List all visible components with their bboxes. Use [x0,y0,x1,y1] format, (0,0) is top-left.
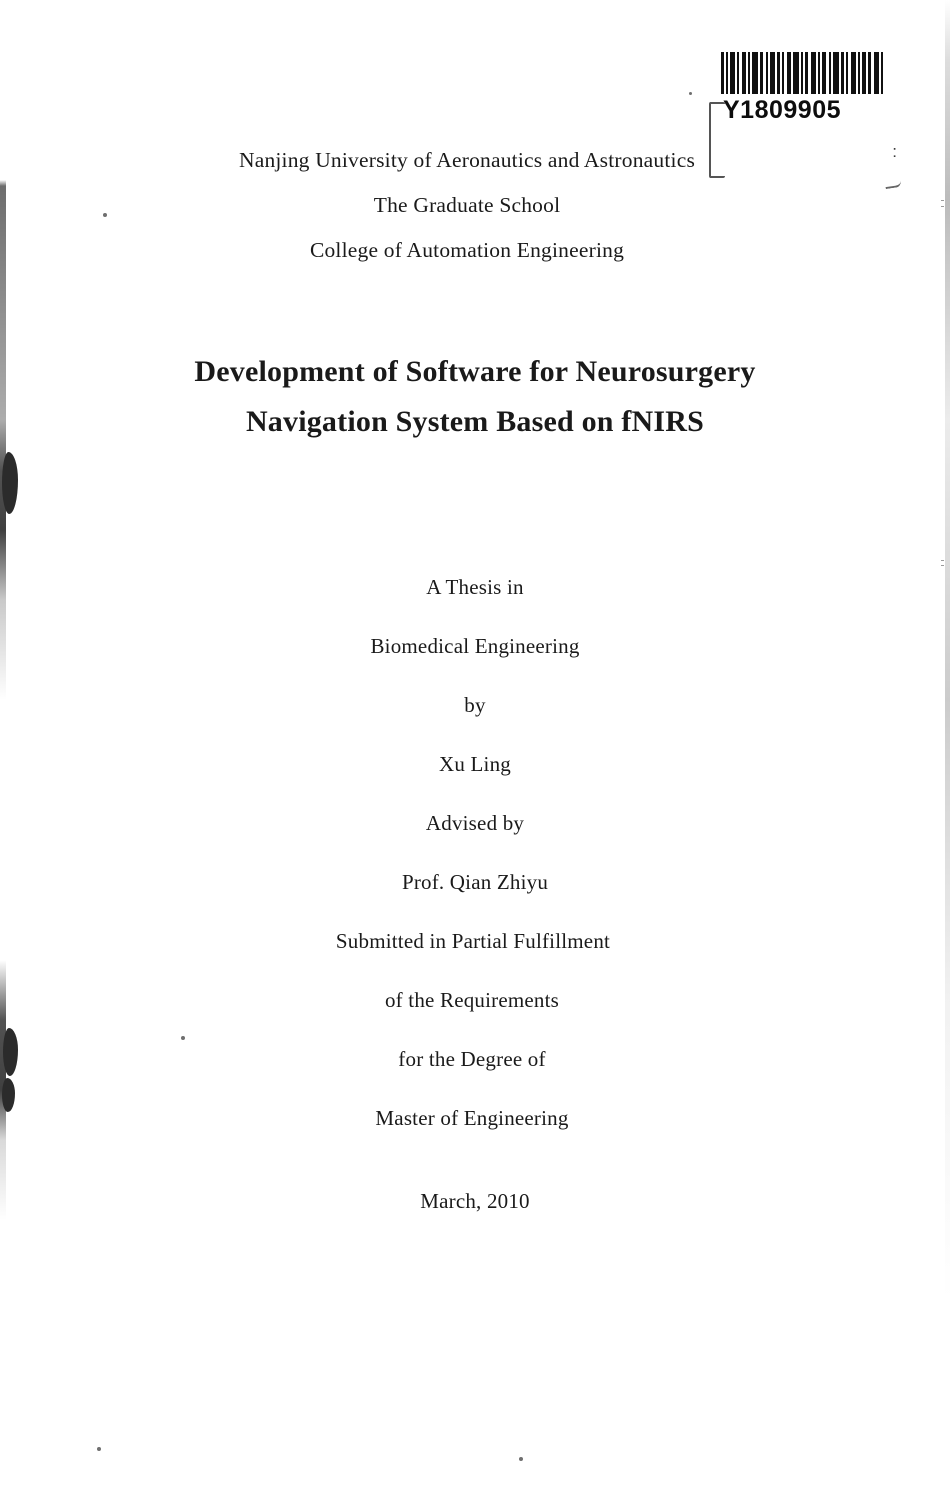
affiliation-school: The Graduate School [373,193,561,217]
scan-speck [519,1457,523,1461]
affiliation-block [0,138,950,273]
advisor-name: Prof. Qian Zhiyu [401,870,549,894]
advised-by-label: Advised by [425,811,525,835]
page-title-line-1: Development of Software for Neurosurgery [194,355,756,388]
barcode-block [707,52,897,161]
barcode-icon [721,52,897,94]
author-name: Xu Ling [439,752,511,776]
scan-speck [97,1447,101,1451]
degree-name: Master of Engineering [375,1106,569,1130]
thesis-type-label: A Thesis in [426,575,524,599]
publication-date: March, 2010 [420,1189,530,1213]
scan-speck [689,92,692,95]
barcode-number: Y1809905 [723,96,842,124]
affiliation-college: College of Automation Engineering [309,238,625,262]
thesis-field: Biomedical Engineering [370,634,580,658]
page-title [0,347,950,447]
submission-statement-line-3: for the Degree of [398,1047,546,1071]
affiliation-university: Nanjing University of Aeronautics and Astronautics [238,148,696,172]
scan-artifact-blob [2,452,18,514]
submission-statement-line-1: Submitted in Partial Fulfillment [335,929,611,953]
page-title-line-2: Navigation System Based on fNIRS [245,405,705,438]
barcode-side-mark: : [892,142,897,161]
submission-statement-line-2: of the Requirements [384,988,560,1012]
by-label: by [464,693,486,717]
front-matter-block [0,558,950,1231]
